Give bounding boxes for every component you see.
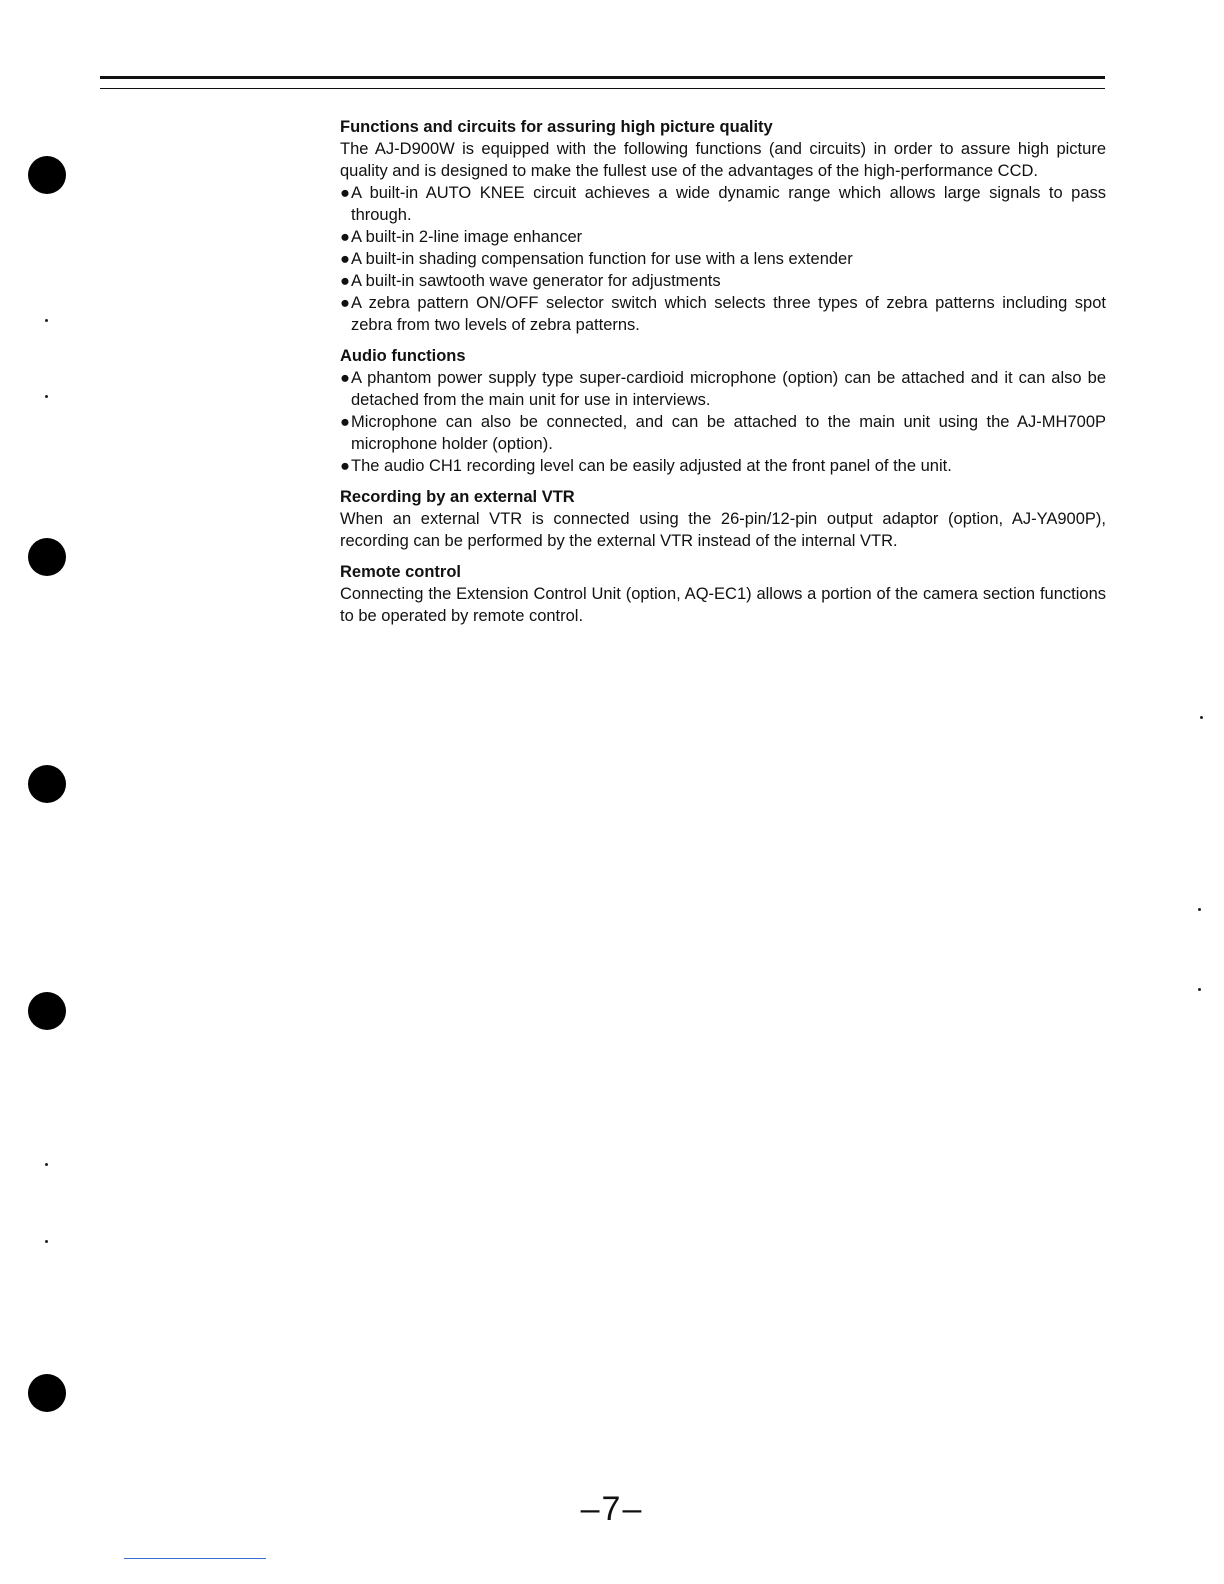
page-number: –7– xyxy=(580,1490,644,1528)
section-audio-functions xyxy=(340,345,1106,477)
list-item: ● A phantom power supply type super-cardioid microphone (option) can be attached and it can also be detached from the main unit for use in interviews. xyxy=(340,369,1106,409)
punch-hole xyxy=(28,538,66,576)
scan-speck xyxy=(45,1240,48,1243)
section-heading: Remote control xyxy=(340,563,462,581)
punch-hole xyxy=(28,156,66,194)
list-item: ● A built-in shading compensation function for use with a lens extender xyxy=(340,250,853,268)
section-paragraph: When an external VTR is connected using the 26-pin/12-pin output adaptor (option, AJ-YA900P), recording can be performed by the external VTR instead of the internal VTR. xyxy=(340,510,1106,550)
section-external-vtr xyxy=(340,486,1106,552)
document-body xyxy=(340,116,1106,636)
scan-speck xyxy=(1198,988,1201,991)
section-heading: Audio functions xyxy=(340,347,466,365)
bullet-icon: ● xyxy=(340,250,350,268)
section-paragraph: The AJ-D900W is equipped with the following functions (and circuits) in order to assure high picture quality and is designed to make the fullest use of the advantages of the high-performance CCD. xyxy=(340,140,1106,180)
bullet-icon: ● xyxy=(340,369,350,387)
scan-speck xyxy=(1198,908,1201,911)
bullet-icon: ● xyxy=(340,272,350,290)
bullet-list xyxy=(340,182,1106,336)
punch-hole xyxy=(28,765,66,803)
bullet-icon: ● xyxy=(340,457,350,475)
bullet-icon: ● xyxy=(340,294,350,312)
section-heading: Recording by an external VTR xyxy=(340,488,575,506)
bullet-icon: ● xyxy=(340,184,350,202)
section-heading: Functions and circuits for assuring high picture quality xyxy=(340,118,773,136)
bullet-icon: ● xyxy=(340,413,350,431)
section-remote-control xyxy=(340,561,1106,627)
list-item: ● A built-in AUTO KNEE circuit achieves a wide dynamic range which allows large signals to pass through. xyxy=(340,184,1106,224)
scan-speck xyxy=(45,1163,48,1166)
bullet-icon: ● xyxy=(340,228,350,246)
header-rule-thin xyxy=(100,88,1105,89)
bullet-list xyxy=(340,367,1106,477)
scan-speck xyxy=(45,395,48,398)
punch-hole xyxy=(28,1374,66,1412)
list-item: ● A built-in sawtooth wave generator for adjustments xyxy=(340,272,721,290)
punch-hole xyxy=(28,992,66,1030)
header-rule-thick xyxy=(100,76,1105,79)
scan-speck xyxy=(1200,716,1203,719)
list-item: ● A built-in 2-line image enhancer xyxy=(340,228,583,246)
scan-speck xyxy=(45,319,48,322)
list-item: ● A zebra pattern ON/OFF selector switch which selects three types of zebra patterns including spot zebra from two levels of zebra patterns. xyxy=(340,294,1106,334)
list-item: ● Microphone can also be connected, and can be attached to the main unit using the AJ-MH700P microphone holder (option). xyxy=(340,413,1106,453)
section-picture-quality xyxy=(340,116,1106,336)
section-paragraph: Connecting the Extension Control Unit (option, AQ-EC1) allows a portion of the camera section functions to be operated by remote control. xyxy=(340,585,1106,625)
list-item: ● The audio CH1 recording level can be easily adjusted at the front panel of the unit. xyxy=(340,457,952,475)
footer-line xyxy=(124,1558,266,1559)
